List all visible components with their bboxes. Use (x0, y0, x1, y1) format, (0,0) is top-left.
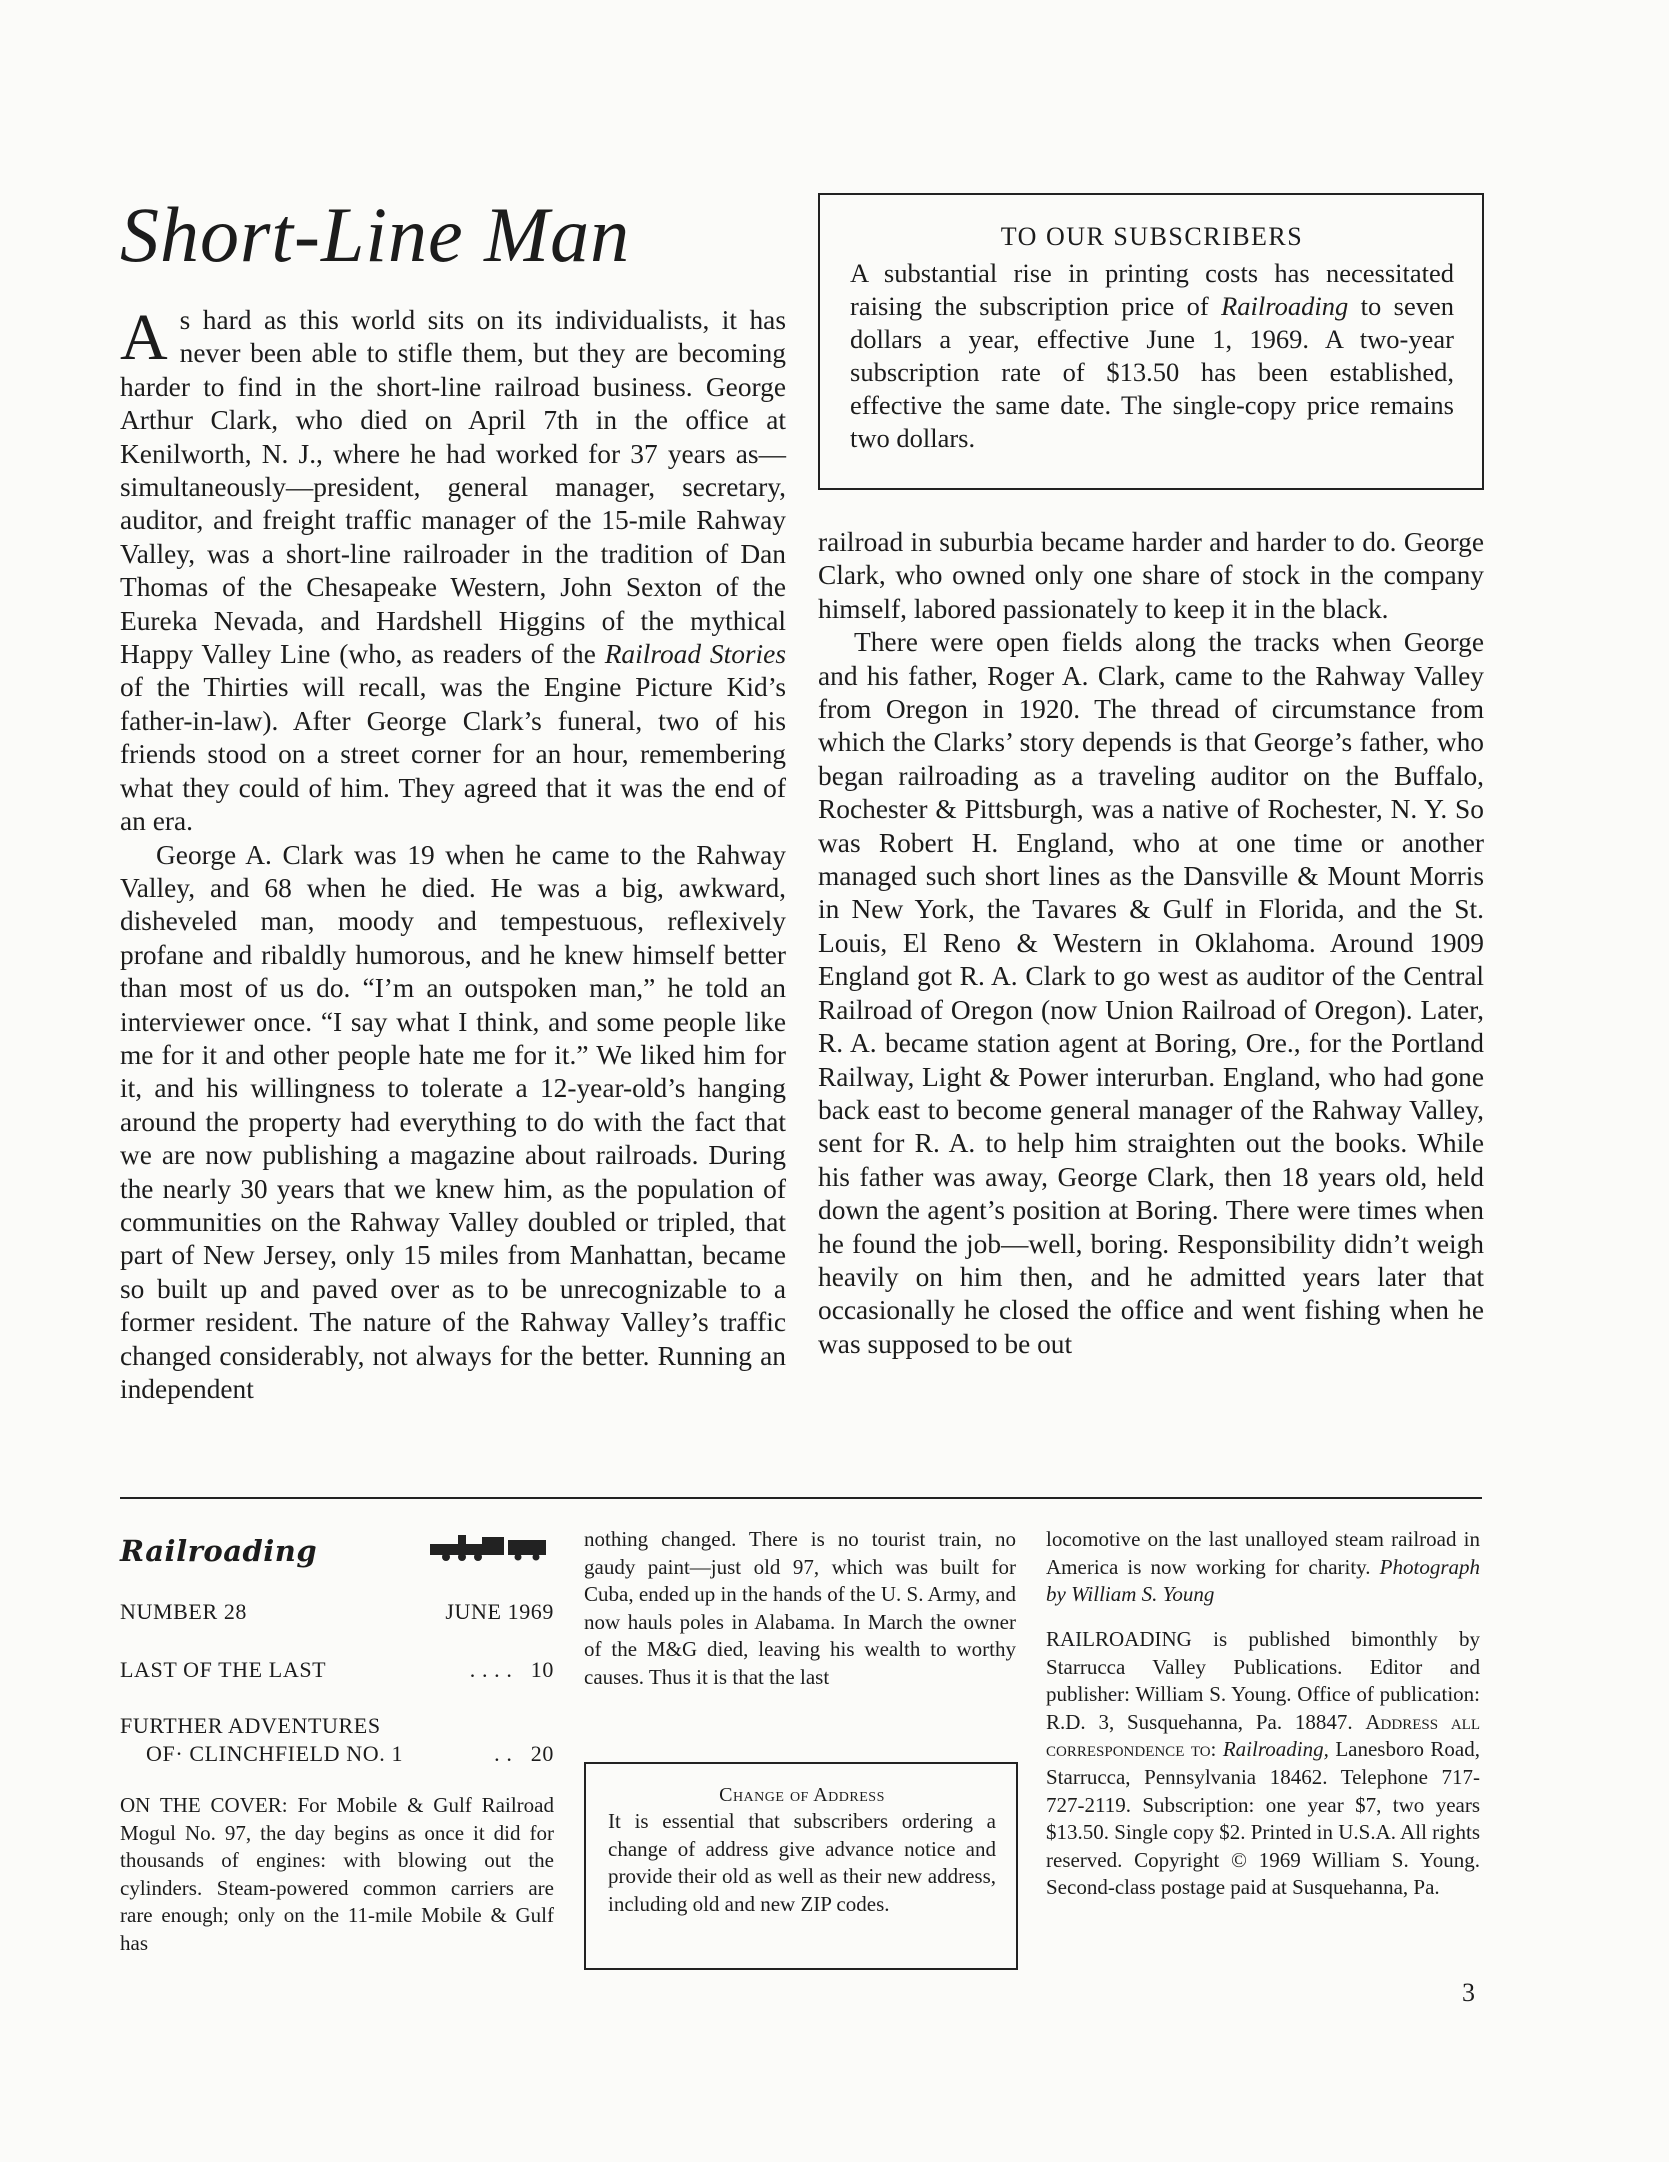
article-column-right (818, 526, 1484, 1361)
cover-caption-continued: nothing changed. There is no tourist train, no gaudy paint—just old 97, which was built for Cuba, ended up in the hands of the U. S. Army, and now hauls poles in Alabama. In March the owner of the M&G died, leaving his wealth to worthy causes. Thus it is that the last (584, 1527, 1016, 1689)
subscribers-notice-box (818, 193, 1484, 490)
photo-credit: Photograph by William S. Young (1046, 1554, 1480, 1607)
cover-caption-end (1046, 1526, 1480, 1609)
change-of-address-box (584, 1762, 1018, 1970)
toc-title: FURTHER ADVENTURES (120, 1713, 381, 1738)
notice-text: to seven dollars a year, effective June 1, 1969. A two-year subscription rate of $13.50 has been established, effective the same date. The single-copy price remains two dollars. (850, 291, 1454, 453)
italic-title: Railroad Stories (604, 639, 786, 670)
magazine-name: Railroading, (1216, 1737, 1329, 1762)
toc-entry (120, 1712, 554, 1767)
subscribers-heading: TO OUR SUBSCRIBERS (1000, 222, 1304, 251)
toc-title: LAST OF THE LAST (120, 1657, 327, 1682)
drop-cap: A (120, 301, 168, 374)
article-title: Short-Line Man (120, 191, 631, 278)
section-divider (120, 1497, 1482, 1499)
article-column-left (120, 301, 786, 1406)
address-text: It is essential that subscribers ordering a change of address give advance notice and provide their old as well as their new address, including old and new ZIP codes. (608, 1809, 996, 1916)
cover-caption: ON THE COVER: For Mobile & Gulf Railroad Mogul No. 97, the day begins as once it did for thousands of engines: with blowing out the cylinders. Steam-powered common carriers are rare enough; only on the 11-mile Mobile & Gulf has (120, 1793, 554, 1955)
article-paragraph-4: There were open fields along the tracks when George and his father, Roger A. Clark, came to the Rahway Valley from Oregon in 1920. The thread of circumstance from which the Clarks’ story depends is that George’s father, who began railroading as a traveling auditor on the Buffalo, Rochester & Pittsburgh, was a native of Rochester, N. Y. So was Robert H. England, who at one time or another managed such short lines as the Dansville & Mount Morris in New York, the Tavares & Gulf in Florida, and the St. Louis, El Reno & Western in Oklahoma. Around 1909 England got R. A. Clark to go west as auditor of the Central Railroad of Oregon (now Union Railroad of Oregon). Later, R. A. became station agent at Boring, Ore., for the Portland Railway, Light & Power interurban. England, who had gone back east to become general manager of the Rahway Valley, sent for R. A. to help him straighten out the books. While his father was away, George Clark, then 18 years old, held down the agent’s position at Boring. There were times when he found the job—well, boring. Responsibility didn’t weigh heavily on him then, and he admitted years later that occasionally he closed the office and went fishing when he was supposed to be out (818, 627, 1484, 1359)
paragraph-text: of the Thirties will recall, was the Engine Picture Kid’s father-in-law). After George Clark’s funeral, two of his friends stood on a street corner for an hour, remembering what they could of him. They agreed that it was the end of an era. (120, 672, 786, 837)
publication-text: is published bimonthly by Starrucca Valley Publications. Editor and publisher: William S. Young. Office of publication: R.D. 3, Susquehanna, Pa. 18847. (1046, 1627, 1480, 1734)
correspondence-label: Address all correspondence to: (1046, 1709, 1480, 1762)
toc-leader-page (494, 1740, 554, 1768)
address-heading: Change of Address (719, 1784, 885, 1806)
masthead-logo: Railroading (120, 1534, 318, 1568)
toc-leader-page (470, 1656, 554, 1684)
locomotive-icon (428, 1532, 550, 1562)
issue-number: NUMBER 28 (120, 1599, 248, 1624)
toc-page: 20 (530, 1740, 554, 1766)
magazine-name: Railroading (1221, 291, 1349, 321)
caption-text: locomotive on the last unalloyed steam railroad in America is now working for charity. (1046, 1527, 1480, 1579)
article-paragraph-1 (120, 301, 786, 839)
publication-text: Lanesboro Road, Starrucca, Pennsylvania 18462. Telephone 717-727-2119. Subscription: one year $7, two years $13.50. Single copy $2. Printed in U.S.A. All rights reserved. Copyright © 1969 William S. Young. Second-class postage paid at Susquehanna, Pa. (1046, 1737, 1481, 1900)
toc-title-continued: OF· CLINCHFIELD NO. 1 (146, 1740, 404, 1766)
article-paragraph-2: George A. Clark was 19 when he came to the Rahway Valley, and 68 when he died. He was a big, awkward, disheveled man, moody and tempestuous, reflexively profane and ribaldly humorous, and he knew himself better than most of us do. “I’m an outspoken man,” he told an interviewer once. “I say what I think, and some people like me for it and other people hate me for it.” We liked him for it, and his willingness to tolerate a 12-year-old’s hanging around the property had everything to do with the fact that we are now publishing a magazine about railroads. During the nearly 30 years that we knew him, as the population of communities on the Rahway Valley doubled or tripled, that part of New Jersey, only 15 miles from Manhattan, became so built up and paved over as to be unrecognizable to a former resident. The nature of the Rahway Valley’s traffic changed considerably, not always for the better. Running an independent (120, 839, 786, 1404)
issue-date: JUNE 1969 (445, 1599, 554, 1624)
toc-leader: . . . . (469, 1657, 513, 1682)
publication-info (1046, 1626, 1480, 1902)
toc-page: 10 (530, 1657, 554, 1682)
toc-leader: . . (494, 1740, 513, 1766)
article-paragraph-3: railroad in suburbia became harder and harder to do. George Clark, who owned only one share of stock in the company himself, labored passionately to keep it in the black. (818, 527, 1484, 624)
paragraph-text: s hard as this world sits on its individualists, it has never been able to stifle them, but they are becoming harder to find in the short-line railroad business. George Arthur Clark, who died on April 7th in the office at Kenilworth, N. J., where he had worked for 37 years as—simultaneously—president, general manager, secretary, auditor, and freight traffic manager of the 15-mile Rahway Valley, was a short-line railroader in the tradition of Dan Thomas of the Chesapeake Western, John Sexton of the Eureka Nevada, and Hardshell Higgins of the mythical Happy Valley Line (who, as readers of the (120, 305, 786, 670)
toc-entry (120, 1656, 554, 1684)
issue-info (120, 1598, 554, 1626)
subscribers-text (850, 257, 1454, 455)
publication-name: RAILROADING (1046, 1627, 1192, 1651)
notice-text: A substantial rise in printing costs has necessitated raising the subscription price of (850, 258, 1454, 321)
page-number: 3 (1462, 1978, 1475, 2007)
